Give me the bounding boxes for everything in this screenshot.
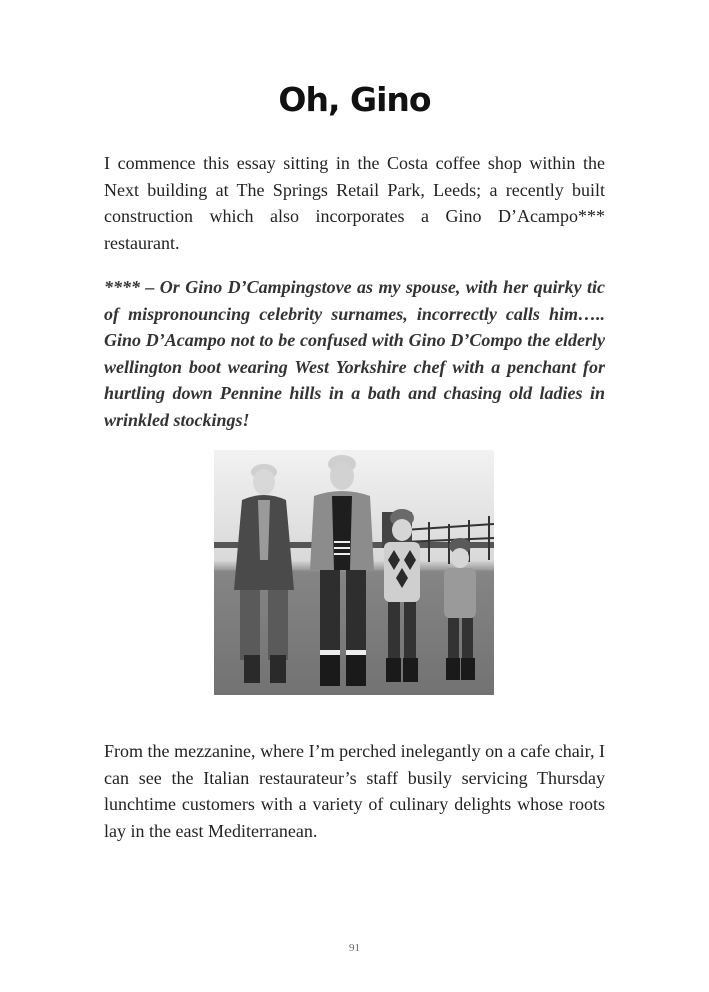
footnote-paragraph: **** – Or Gino D’Campingstove as my spouse, with her quirky tic of mispronouncing celebrity surnames, incorrectly calls him….. Gino D’Acampo not to be confused with Gino D’Compo the elderly wellington boot wearing West Yorkshire chef with a penchant for hurtling down Pennine hills in a bath and chasing old ladies in wrinkled stockings! xyxy=(104,277,605,430)
opening-paragraph: I commence this essay sitting in the Costa coffee shop within the Next building at The Springs Retail Park, Leeds; a recently built construction which also incorporates a Gino D’Acampo*** restaurant. xyxy=(104,153,605,253)
page-title: Oh, Gino xyxy=(278,80,431,119)
closing-paragraph: From the mezzanine, where I’m perched inelegantly on a cafe chair, I can see the Italian restaurateur’s staff busily servicing Thursday lunchtime customers with a variety of culinary delights whose roots lay in the east Mediterranean. xyxy=(104,741,605,841)
family-photo-icon xyxy=(214,450,494,695)
page-number: 91 xyxy=(349,942,360,954)
